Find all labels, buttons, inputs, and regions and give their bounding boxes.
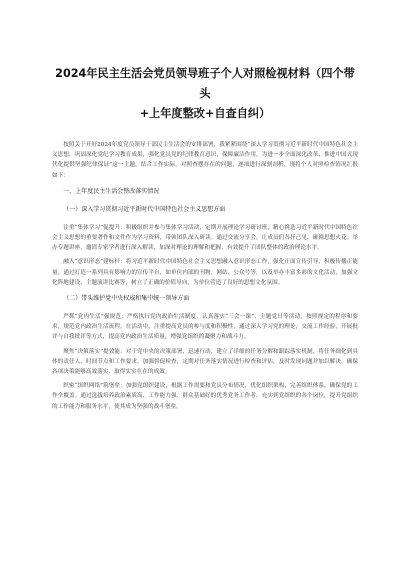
- title-line-2: +上年度整改+自查自纠）: [139, 107, 271, 120]
- title-line-1: 2024年民主生活会党员领导班子个人对照检视材料（四个带头: [55, 67, 355, 100]
- paragraph-ideology: 融入“意识形态”建标杆：将习近平新时代中国特色社会主义思想融入意识形态工作，强化正面宣传引导，积极传播正能量。通过打造一系列具有影响力的宣传平台，如单位内部的刊物、网站、公众号等，以及举办丰富多彩的文化活动，加强文化阵地建设，主题演讲比赛等，树立了正确的价值导向，为单位营造了良好的思想文化氛围。: [52, 259, 358, 286]
- section-heading-1: 一、上年度民主生活会整改落实情况: [63, 187, 160, 195]
- paragraph-collective-study: 注重“集体学习”促提升：积极组织并参与集体学习活动，定期开展理论学习研讨班，精心挑选习近平新时代中国特色社会主义思想的重要著作和文件作为学习资料，带领团队深入研读。通过交流分享会，让成员们各抒己见，碰撞思想火花；举办专题讲座，邀请专家学者进行深入解读，加深对理论的理解和把握，有效提升了团队整体的政治理论水平。: [52, 224, 358, 252]
- subsection-heading-2: （二）带头维护党中央权威和集中统一领导方面: [63, 295, 190, 303]
- intro-paragraph: 按照关于开好2024年度党员领导干部民主生活会的安排部署，我紧紧围绕“深入学习贯彻习近平新时代中国特色社会主义思想，巩固深化党纪学习教育成果，强化党员党的纪律教育意识，保障廉洁作用，为进一步全面深化改革、推进中国式现代化提供坚强纪律保证”这一主题，结合工作实际，对照查摆存在的问题，逐项进行深刻剖析，现将个人对照检查情况汇报如下：: [52, 142, 358, 179]
- subsection-heading-1: （一）深入学习贯彻习近平新时代中国特色社会主义思想方面: [63, 205, 226, 213]
- paragraph-organization-network: 织密“组织网络”筑堡垒：加强党组织建设，根据工作需要和党员分布情况，优化组织架构，完善组织体系，确保党的工作全覆盖。通过选拔培养政治素质高、工作能力强、群众基础好的优秀党务工作者，充实到党组织的各个岗位，提升党组织的工作能力和服务水平，使其成为坚强的战斗堡垒。: [52, 383, 358, 410]
- paragraph-decision-implementation: 聚焦“决策落实”提效能：对于党中央的决策部署，迅速行动，建立了详细的任务分解和跟踪落实机制，将任务细化到具体的责任人，时间节点和工作要求。加强督促检查，定期对任务落实情况进行检查和评估，及时发现问题并加以解决，确保各项决策能够高效落实，取得实实在在的成效。: [52, 348, 358, 376]
- document-title: [52, 64, 358, 124]
- paragraph-party-life: 严抓“党内生活”强规范：严格执行党内政治生活制度，认真落实“三会一课”、主题党日等活动，按照规定的程序和要求，规范党内政治生活流程。在活动中，注重提高党员的参与度和积极性，通过深入学习党的理论，交流工作经验，开展批评与自我批评等方式，提高党内政治生活质量，增强党组织的凝聚力和战斗力。: [52, 314, 358, 341]
